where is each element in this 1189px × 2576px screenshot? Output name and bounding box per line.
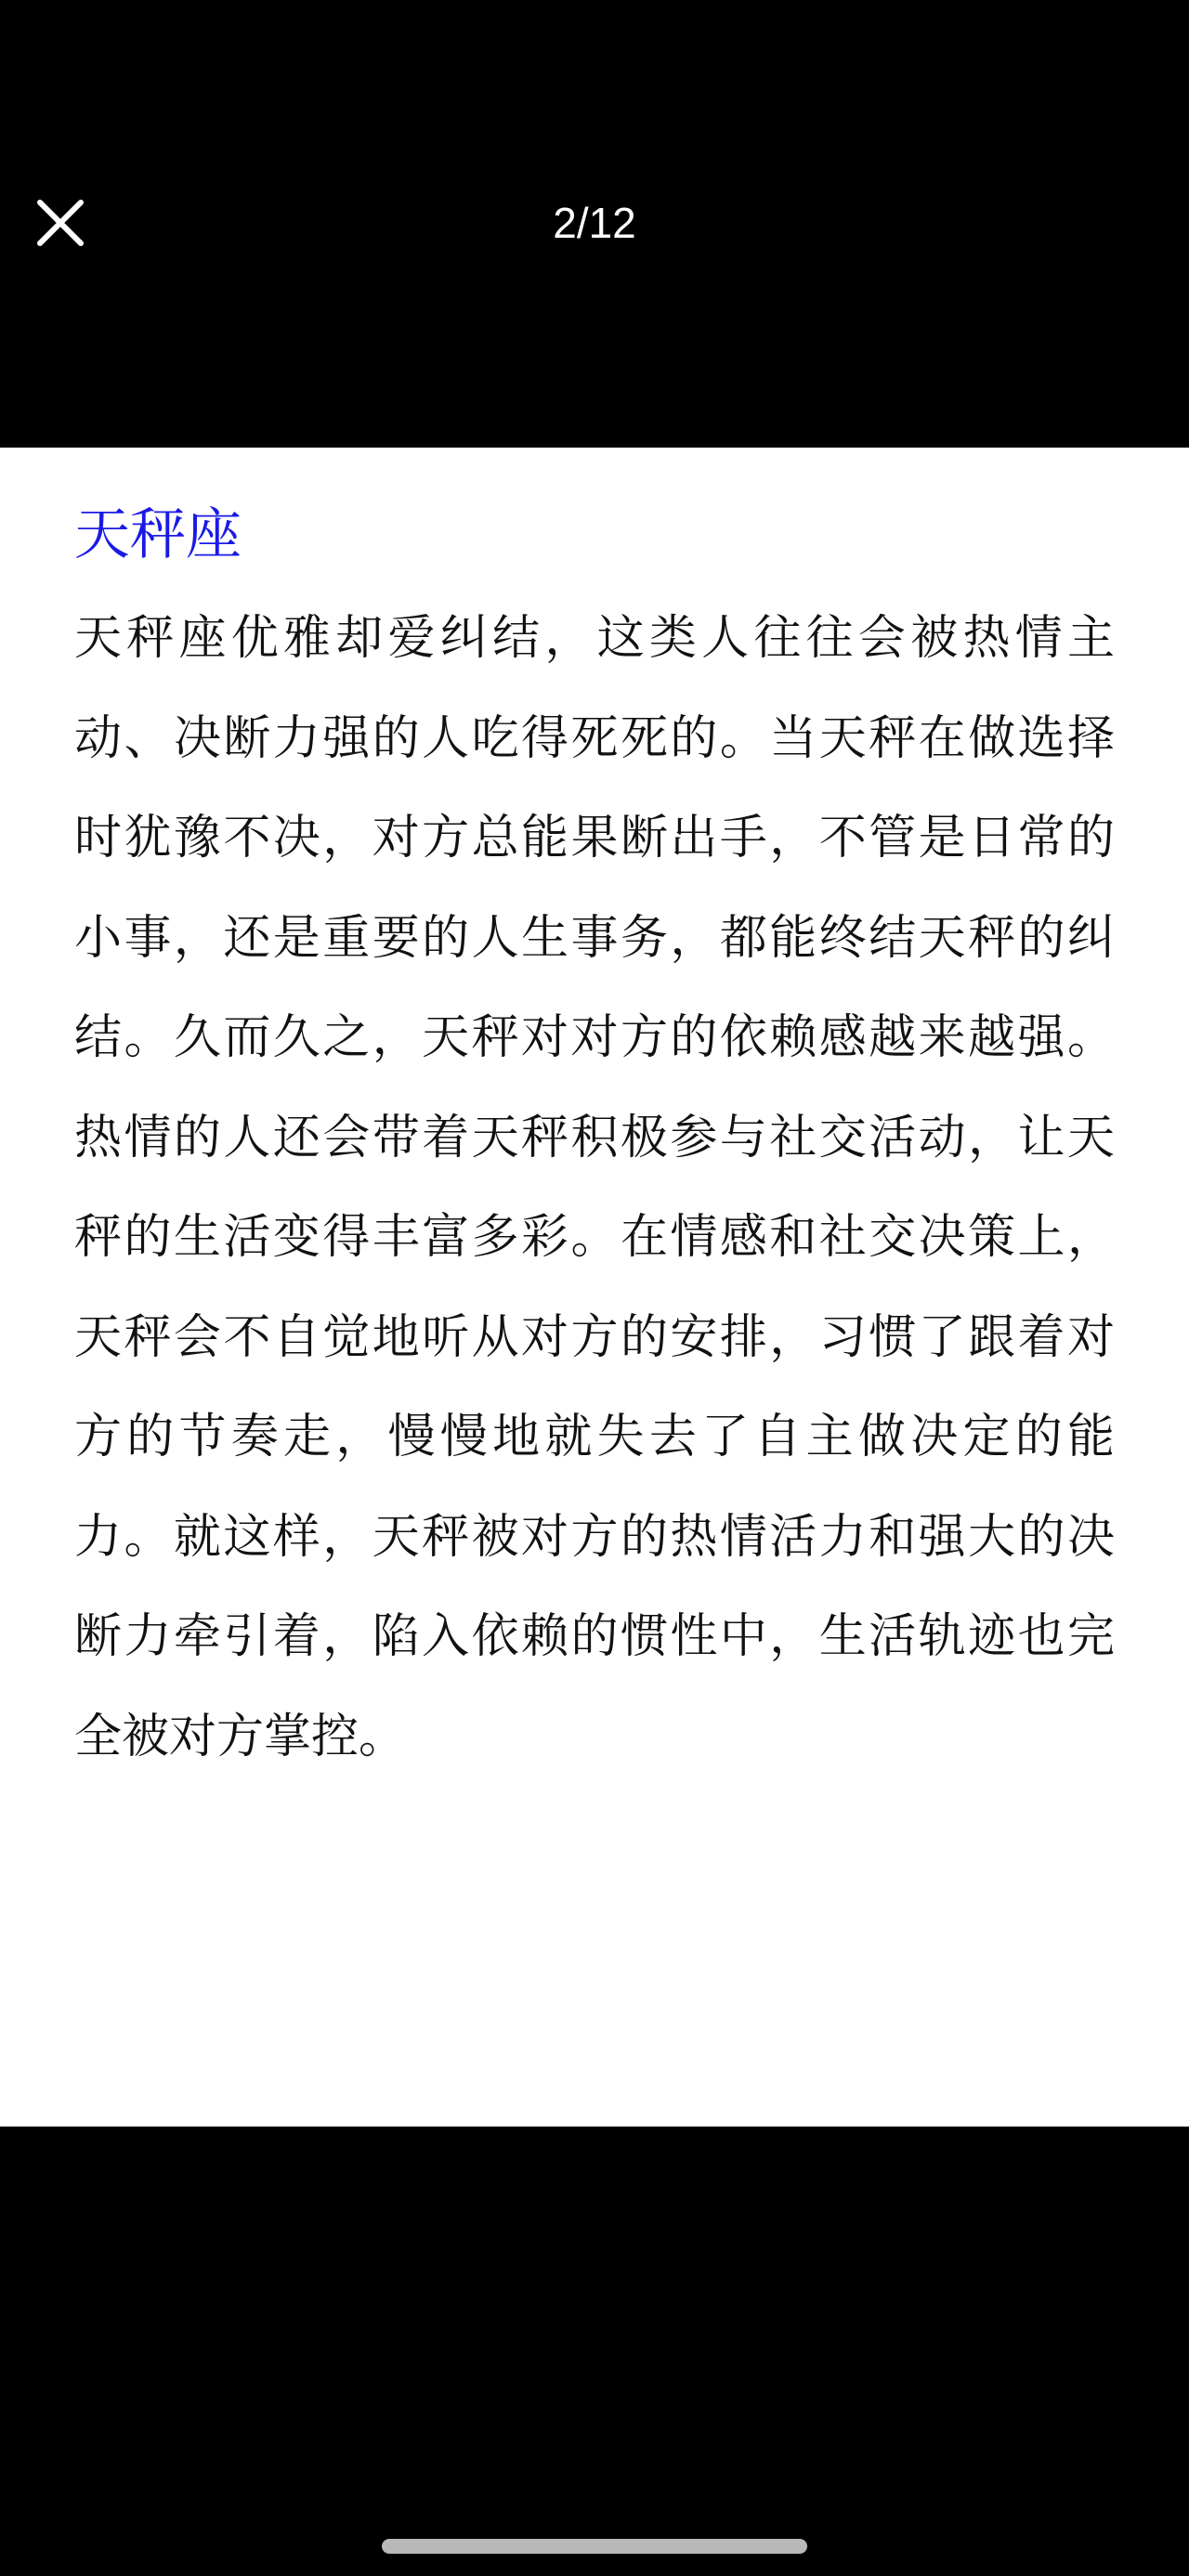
home-indicator[interactable] — [382, 2539, 807, 2554]
page-counter: 2/12 — [553, 199, 636, 247]
image-card[interactable] — [0, 448, 1189, 2127]
viewer-top-bar — [0, 0, 1189, 448]
card-body-text: 天秤座优雅却爱纠结，这类人往往会被热情主动、决断力强的人吃得死死的。当天秤在做选择时犹豫不决，对方总能果断出手，不管是日常的小事，还是重要的人生事务，都能终结天秤的纠结。久而久之，天秤对对方的依赖感越来越强。热情的人还会带着天秤积极参与社交活动，让天秤的生活变得丰富多彩。在情感和社交决策上，天秤会不自觉地听从对方的安排，习惯了跟着对方的节奏走，慢慢地就失去了自主做决定的能力。就这样，天秤被对方的热情活力和强大的决断力牵引着，陷入依赖的惯性中，生活轨迹也完全被对方掌控。 — [74, 611, 1115, 1764]
viewer-bottom-bar — [0, 2127, 1189, 2576]
card-title: 天秤座 — [74, 502, 242, 567]
